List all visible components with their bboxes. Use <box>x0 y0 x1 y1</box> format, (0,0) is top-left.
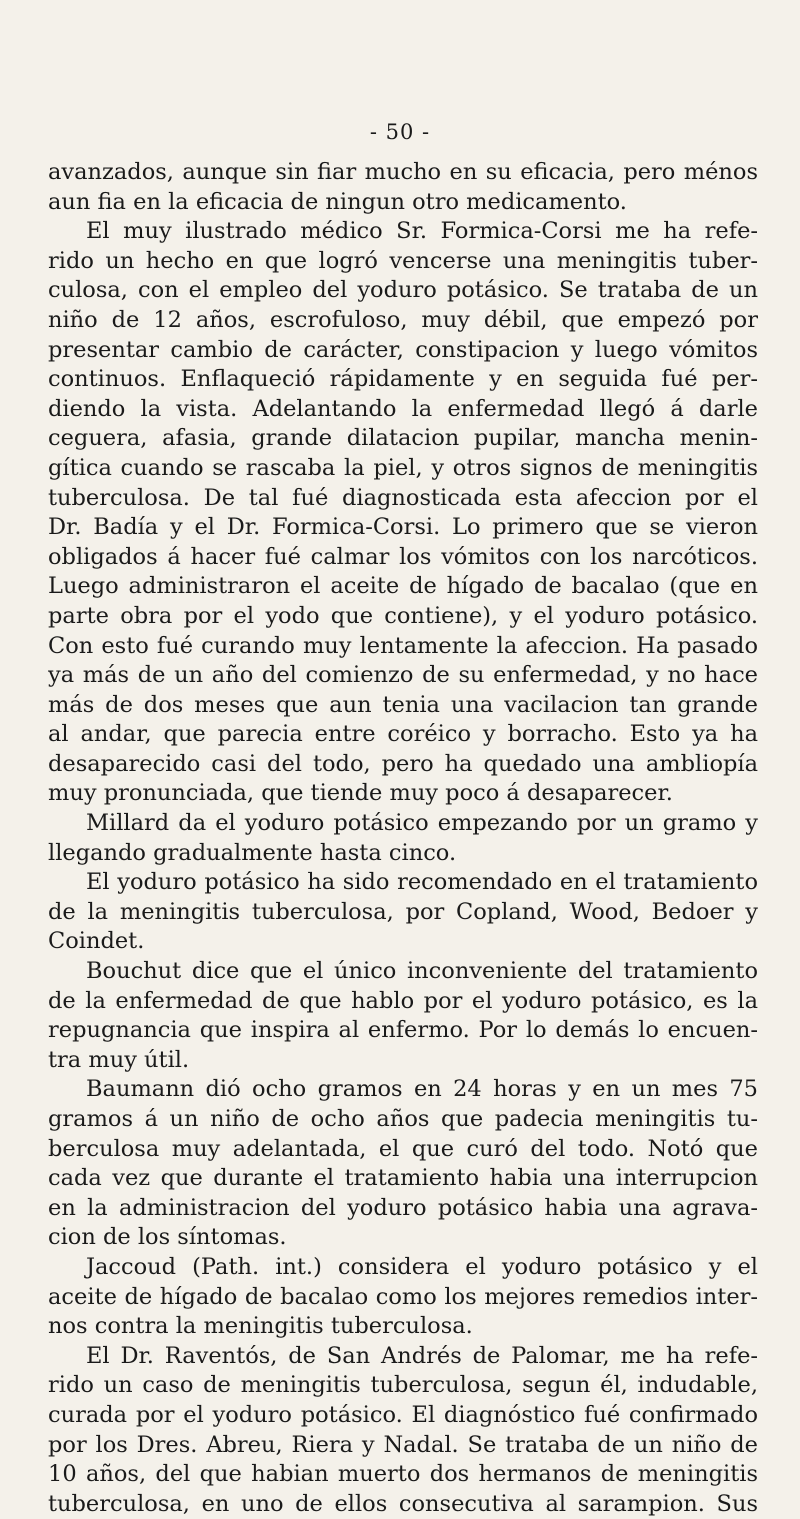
text-line: cada vez que durante el tratamiento habia una interrupcion <box>48 1165 758 1192</box>
text-line: El muy ilustrado médico Sr. Formica-Corsi me ha refe- <box>86 218 758 245</box>
text-line: continuos. Enflaqueció rápidamente y en seguida fué per- <box>48 366 758 393</box>
text-line: cion de los síntomas. <box>48 1224 287 1251</box>
text-line: aceite de hígado de bacalao como los mejores remedios inter- <box>48 1283 758 1310</box>
text-line: por los Dres. Abreu, Riera y Nadal. Se trataba de un niño de <box>48 1431 758 1458</box>
text-line: Coindet. <box>48 928 145 955</box>
text-line: culosa, con el empleo del yoduro potásico. Se trataba de un <box>48 277 758 304</box>
text-line: al andar, que parecia entre coréico y borracho. Esto ya ha <box>48 721 758 748</box>
text-line: repugnancia que inspira al enfermo. Por lo demás lo encuen- <box>48 1017 758 1044</box>
text-line: gítica cuando se rascaba la piel, y otros signos de meningitis <box>48 454 758 481</box>
text-line: muy pronunciada, que tiende muy poco á desaparecer. <box>48 780 673 807</box>
text-line: más de dos meses que aun tenia una vacilacion tan grande <box>48 691 758 718</box>
text-line: El Dr. Raventós, de San Andrés de Palomar, me ha refe- <box>86 1342 758 1369</box>
text-line: aun fia en la eficacia de ningun otro medicamento. <box>48 188 627 215</box>
text-line: en la administracion del yoduro potásico habia una agrava- <box>48 1194 758 1221</box>
body-text <box>48 158 758 1519</box>
text-line: nos contra la meningitis tuberculosa. <box>48 1313 473 1340</box>
text-line: desaparecido casi del todo, pero ha quedado una ambliopía <box>48 750 758 777</box>
text-line: Luego administraron el aceite de hígado de bacalao (que en <box>48 573 758 600</box>
text-line: tra muy útil. <box>48 1046 190 1073</box>
text-line: de la enfermedad de que hablo por el yoduro potásico, es la <box>48 987 758 1014</box>
text-line: Dr. Badía y el Dr. Formica-Corsi. Lo primero que se vieron <box>48 514 758 541</box>
text-line: berculosa muy adelantada, el que curó del todo. Notó que <box>48 1135 758 1162</box>
text-line: llegando gradualmente hasta cinco. <box>48 839 457 866</box>
text-line: parte obra por el yodo que contiene), y el yoduro potásico. <box>48 602 758 629</box>
text-line: Millard da el yoduro potásico empezando por un gramo y <box>86 810 758 837</box>
text-line: tuberculosa. De tal fué diagnosticada esta afeccion por el <box>48 484 758 511</box>
text-line: curada por el yoduro potásico. El diagnóstico fué confirmado <box>48 1401 758 1428</box>
text-line: ceguera, afasia, grande dilatacion pupilar, mancha menin- <box>48 425 758 452</box>
text-line: rido un hecho en que logró vencerse una meningitis tuber- <box>48 247 758 274</box>
text-line: de la meningitis tuberculosa, por Copland, Wood, Bedoer y <box>48 898 758 925</box>
text-line: diendo la vista. Adelantando la enfermedad llegó á darle <box>48 395 758 422</box>
text-line: gramos á un niño de ocho años que padecia meningitis tu- <box>48 1106 758 1132</box>
text-line: presentar cambio de carácter, constipacion y luego vómitos <box>48 336 758 363</box>
text-line: Bouchut dice que el único inconveniente del tratamiento <box>86 958 758 985</box>
text-line: Jaccoud (Path. int.) considera el yoduro potásico y el <box>86 1253 758 1280</box>
text-line: ya más de un año del comienzo de su enfermedad, y no hace <box>48 662 758 689</box>
text-line: Con esto fué curando muy lentamente la afeccion. Ha pasado <box>48 632 758 659</box>
text-line: tuberculosa, en uno de ellos consecutiva al sarampion. Sus <box>48 1490 758 1517</box>
text-line: El yoduro potásico ha sido recomendado en el tratamiento <box>86 869 758 896</box>
page-number: - 50 - <box>369 120 431 144</box>
text-line: niño de 12 años, escrofuloso, muy débil, que empezó por <box>48 306 758 333</box>
text-line: rido un caso de meningitis tuberculosa, segun él, indudable, <box>48 1372 758 1399</box>
text-line: Baumann dió ocho gramos en 24 horas y en un mes 75 <box>86 1076 758 1103</box>
text-line: obligados á hacer fué calmar los vómitos con los narcóticos. <box>48 543 758 570</box>
text-line: 10 años, del que habian muerto dos hermanos de meningitis <box>48 1461 758 1488</box>
text-line: avanzados, aunque sin fiar mucho en su eficacia, pero ménos <box>48 159 758 185</box>
